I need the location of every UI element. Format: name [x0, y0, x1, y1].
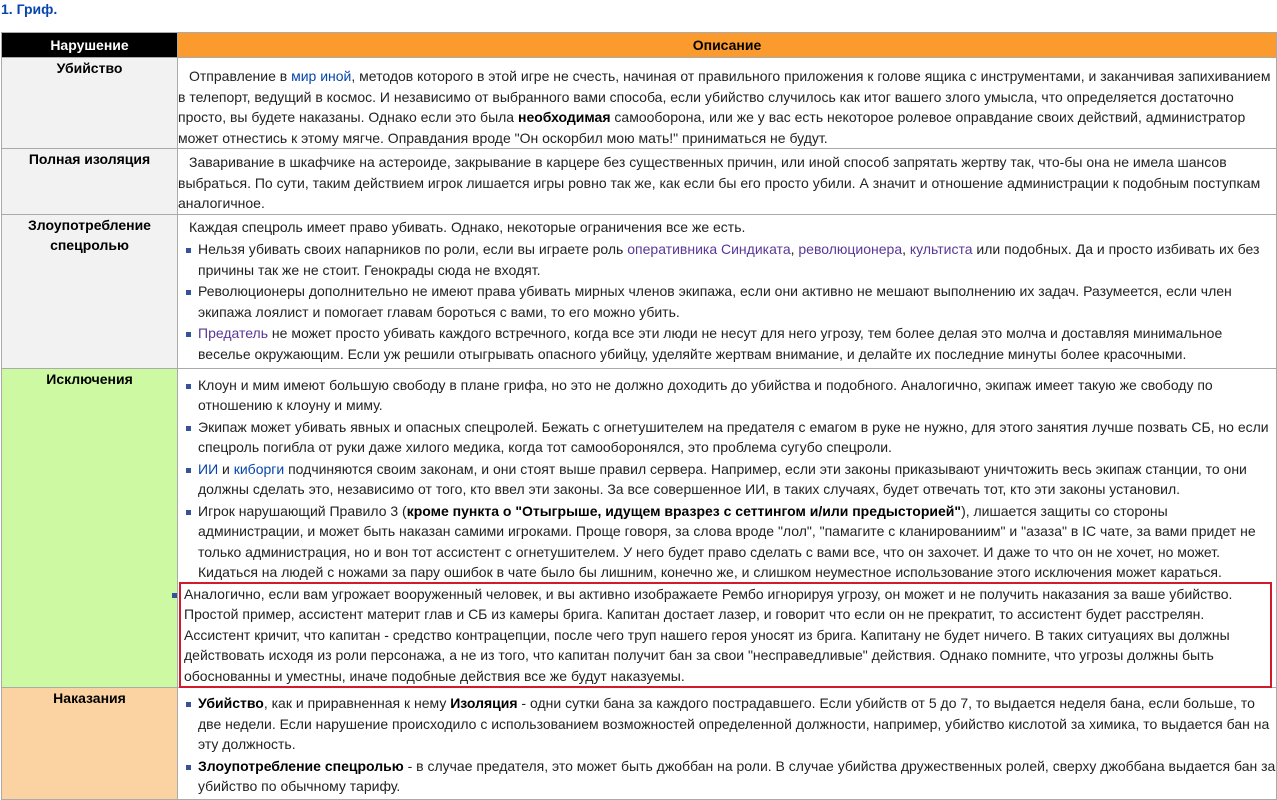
- section-heading: 1. Гриф.: [1, 1, 58, 17]
- bold-text: Изоляция: [450, 695, 518, 711]
- bullet-icon: [186, 702, 191, 707]
- list-item: [178, 375, 1276, 416]
- rule-list: [178, 688, 1276, 797]
- table-row-exceptions: [2, 368, 1277, 688]
- bullet-icon: [172, 593, 177, 598]
- link-other-world[interactable]: мир иной: [291, 68, 352, 84]
- bullet-icon: [186, 765, 191, 770]
- violation-description: [178, 58, 1277, 149]
- violation-name: Убийство: [2, 58, 178, 149]
- list-item: [178, 323, 1276, 364]
- list-item: [178, 417, 1276, 458]
- violation-name: Наказания: [2, 688, 178, 800]
- link-traitor[interactable]: Предатель: [198, 325, 269, 341]
- bold-text: Злоупотребление спецролью: [198, 757, 404, 774]
- list-item: [178, 459, 1276, 500]
- text-segment: Экипаж может убивать явных и опасных спецролей. Бежать с огнетушителем на предателя с емагом в руке не нужно, для этого занятия лучше позвать СБ, но если спецроль погибла от руки даже хилого медика, когда тот самооборонялся, это проблема сугубо спецроли.: [198, 418, 1269, 455]
- description-paragraph: Заваривание в шкафчике на астероиде, закрывание в карцере без существенных причин, или иной способ запрятать жертву так, что-бы она не имела шансов выбраться. По сути, таким действием игрок лишается игры ровно так же, как если бы его просто убили. А значит и отношение администрации к подобным поступкам аналогичное.: [178, 154, 1261, 211]
- violation-name: Злоупотребление спецролью: [2, 214, 178, 368]
- text-segment: подчиняются своим законам, и они стоят выше правил сервера. Например, если эти законы приказывают уничтожить весь экипаж станции, то они должны сделать это, независимо от того, кто ввел эти законы. За все совершенное ИИ, в таких случаях, будет отвечать тот, кто эти законы установил.: [198, 460, 1247, 497]
- table-row-spec-role-abuse: [2, 214, 1277, 368]
- description-paragraph: [178, 58, 1276, 148]
- text-segment: - одни сутки бана за каждого пострадавшего. Если убийств от 5 до 7, то выдается неделя бана, если больше, то две недели. Если нарушение происходило с использованием возможностей определенной должности, например, убийство кислотой за химика, то выдается бан на эту должность.: [198, 695, 1270, 752]
- link-ai[interactable]: ИИ: [198, 460, 219, 477]
- violation-description: [178, 368, 1277, 688]
- highlighted-list-item: [181, 584, 1270, 687]
- bold-text: необходимая: [517, 109, 611, 125]
- description-paragraph: Каждая спецроль имеет право убивать. Однако, некоторые ограничения все же есть.: [189, 218, 746, 235]
- bullet-icon: [186, 290, 191, 295]
- text-segment: Игрок нарушающий Правило 3 (: [198, 502, 407, 519]
- text-segment: , методов которого в этой игре не счесть, начиная от правильного приложения к голове ящика с инструментами, и заканчивая запихиванием в телепорт, ведущий в космос. И независимо от выбранного вами способа, если убийство случилось как итог вашего злого умысла, что определяется достаточно просто, вы будете наказаны. Однако если это была: [178, 68, 1271, 125]
- violation-description: [178, 149, 1277, 215]
- text-segment: ), лишается защиты со стороны администрации, и может быть наказан самими игроками. Проще говоря, за слова вроде "лол", "памагите с кланированиим" и "азаза" в IC чате, за вами придет не только администрация, но и вон тот ассистент с огнетушителем. У него будет право сделать с вами все, что он захочет. И даже то что он не хочет, но может. Кидаться на людей с ножами за пару ошибок в чате было бы лишним, конечно же, и слишком неуместное использование этого исключения может караться.: [198, 502, 1256, 580]
- text-segment: , как и приравненная к нему: [263, 695, 451, 711]
- table-row-punishments: [2, 688, 1277, 800]
- link-cyborgs[interactable]: киборги: [233, 460, 285, 477]
- bullet-icon: [186, 332, 191, 337]
- violation-description: [178, 214, 1277, 368]
- text-segment: или подобных. Да и просто избивать их без причины так же не стоит. Генокрады сюда не входят.: [198, 241, 1260, 278]
- text-segment: - в случае предателя, это может быть джоббан на роли. В случае убийства дружественных ролей, сверху джоббана выдается бан за убийство по обычному тарифу.: [198, 757, 1276, 794]
- list-item: [178, 756, 1276, 797]
- text-segment: Клоун и мим имеют большую свободу в плане грифа, но это не должно доходить до убийства и подобного. Аналогично, экипаж имеет такую же свободу по отношению к клоуну и миму.: [198, 376, 1213, 413]
- bullet-icon: [186, 384, 191, 389]
- list-item: [178, 281, 1276, 322]
- bullet-icon: [186, 510, 191, 515]
- text-segment: Аналогично, если вам угрожает вооруженный человек, и вы активно изображаете Рембо игнорируя угрозу, он может и не получить наказания за ваше убийство. Простой пример, ассистент материт глав и СБ из камеры брига. Капитан достает лазер, и говорит что если он не прекратит, то ассистент будет расстрелян. Ассистент кричит, что капитан - средство контрацепции, после чего труп нашего героя уносят из брига. Капитану не будет ничего. В таких ситуациях вы должны действовать исходя из роли персонажа, а не из того, что капитан получит бан за свои "несправедливые" действия. Однако помните, что угрозы должны быть обоснованны и уместны, иначе подобные действия все же будут наказуемы.: [184, 585, 1233, 684]
- link-cultist[interactable]: культиста: [909, 241, 973, 257]
- bullet-icon: [186, 248, 191, 253]
- link-revolutionary[interactable]: революционера: [798, 241, 903, 257]
- bullet-icon: [186, 426, 191, 431]
- text-segment: Революционеры дополнительно не имеют права убивать мирных членов экипажа, если они активно не мешают выполнению их задач. Разумеется, если член экипажа лоялист и помогает главам бороться с вами, то его можно убить.: [198, 283, 1232, 320]
- table-row-isolation: [2, 149, 1277, 215]
- bold-text: Убийство: [198, 695, 264, 711]
- table-row-murder: [2, 58, 1277, 149]
- rule-list: [178, 369, 1276, 687]
- text-segment: самооборона, или же у вас есть некоторое ролевое оправдание своих действий, администратор может отнестись к этому мягче. Оправдания вроде "Он оскорбил мою мать!" приниматься не будут.: [178, 109, 1246, 146]
- list-item: [178, 501, 1276, 583]
- header-description: Описание: [178, 33, 1277, 58]
- violation-name: Исключения: [2, 368, 178, 688]
- text-segment: Отправление в: [189, 68, 292, 84]
- text-segment: ,: [790, 241, 799, 257]
- text-segment: и: [218, 460, 234, 477]
- table-header-row: [2, 33, 1277, 58]
- rule-list: [178, 239, 1276, 364]
- text-segment: Нельзя убивать своих напарников по роли, если вы играете роль: [198, 241, 628, 257]
- violation-name: Полная изоляция: [2, 149, 178, 215]
- link-syndicate-operative[interactable]: оперативника Синдиката: [627, 241, 791, 257]
- text-segment: не может просто убивать каждого встречного, когда все эти люди не несут для него угрозу, тем более делая это молча и доставляя минимальное веселье окружающим. Если уж решили отыгрывать опасного убийцу, уделяйте жертвам внимание, и делайте их последние минуты более красочными.: [198, 325, 1223, 362]
- bullet-icon: [186, 468, 191, 473]
- text-segment: ,: [902, 241, 910, 257]
- grief-rules-table: [1, 32, 1277, 800]
- header-violation: Нарушение: [2, 33, 178, 58]
- violation-description: [178, 688, 1277, 800]
- list-item: [178, 239, 1276, 280]
- bold-text: кроме пункта о "Отыгрыше, идущем вразрез с сеттингом и/или предысторией": [406, 502, 962, 519]
- list-item: [178, 693, 1276, 755]
